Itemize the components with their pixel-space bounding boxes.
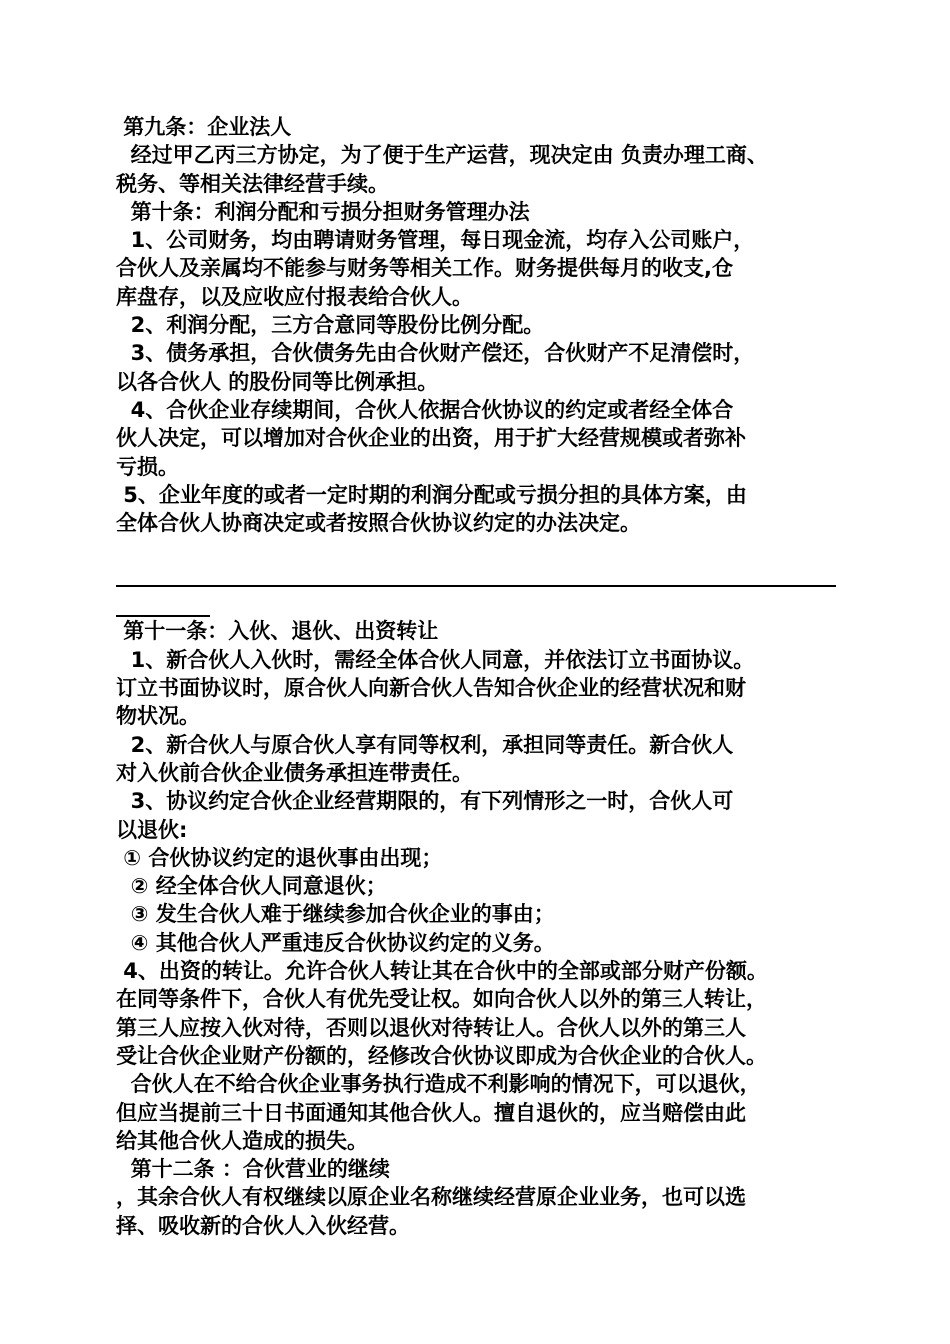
section12-line: 择、吸收新的合伙人入伙经营。 <box>116 1213 410 1238</box>
section12-line: ，其余合伙人有权继续以原企业名称继续经营原企业业务，也可以选 <box>116 1185 746 1210</box>
section9-line: 经过甲乙丙三方协定，为了便于生产运营，现决定由 负责办理工商、 <box>116 143 768 168</box>
section10-heading: 第十条：利润分配和亏损分担财务管理办法 <box>116 199 530 224</box>
section11-line: 3、协议约定合伙企业经营期限的，有下列情形之一时，合伙人可 <box>116 789 734 814</box>
section11-line: 在同等条件下，合伙人有优先受让权。如向合伙人以外的第三人转让， <box>116 987 767 1012</box>
section10-line: 全体合伙人协商决定或者按照合伙协议约定的办法决定。 <box>116 511 641 536</box>
section10-line: 4、合伙企业存续期间，合伙人依据合伙协议的约定或者经全体合 <box>116 397 734 422</box>
section11-line: 4、出资的转让。允许合伙人转让其在合伙中的全部或部分财产份额。 <box>116 959 768 984</box>
section11-line: 给其他合伙人造成的损失。 <box>116 1128 368 1153</box>
section10-line: 以各合伙人 的股份同等比例承担。 <box>116 369 439 394</box>
section11-list-item: ④ 其他合伙人严重违反合伙协议约定的义务。 <box>116 930 555 955</box>
section10-line: 5、企业年度的或者一定时期的利润分配或亏损分担的具体方案，由 <box>116 482 747 507</box>
section10-line: 2、利润分配，三方合意同等股份比例分配。 <box>116 313 545 338</box>
section11-line: 2、新合伙人与原合伙人享有同等权利，承担同等责任。新合伙人 <box>116 732 734 757</box>
section11-list-item: ③ 发生合伙人难于继续参加合伙企业的事由； <box>116 902 555 927</box>
horizontal-rule <box>116 585 836 587</box>
section10-line: 伙人决定，可以增加对合伙企业的出资，用于扩大经营规模或者弥补 <box>116 426 746 451</box>
section11-line: 1、新合伙人入伙时，需经全体合伙人同意，并依法订立书面协议。 <box>116 647 755 672</box>
section11-line: 合伙人在不给合伙企业事务执行造成不利影响的情况下，可以退伙， <box>116 1072 761 1097</box>
section10-line: 合伙人及亲属均不能参与财务等相关工作。财务提供每月的收支,仓 <box>116 256 733 281</box>
section11-line: 物状况。 <box>116 704 200 729</box>
section9-line: 税务、等相关法律经营手续。 <box>116 171 389 196</box>
section11-line: 但应当提前三十日书面通知其他合伙人。擅自退伙的，应当赔偿由此 <box>116 1100 746 1125</box>
section11-list-item: ② 经全体合伙人同意退伙； <box>116 874 387 899</box>
section11-heading: 第十一条：入伙、退伙、出资转让 <box>116 619 439 644</box>
section10-line: 库盘存，以及应收应付报表给合伙人。 <box>116 284 473 309</box>
section10-line: 3、债务承担，合伙债务先由合伙财产偿还，合伙财产不足清偿时， <box>116 341 755 366</box>
section11-line: 受让合伙企业财产份额的，经修改合伙协议即成为合伙企业的合伙人。 <box>116 1043 767 1068</box>
section11-line: 对入伙前合伙企业债务承担连带责任。 <box>116 760 473 785</box>
section11-line: 第三人应按入伙对待，否则以退伙对待转让人。合伙人以外的第三人 <box>116 1015 746 1040</box>
section11-list-item: ① 合伙协议约定的退伙事由出现； <box>116 845 443 870</box>
section11-line: 以退伙: <box>116 817 188 842</box>
section9-heading: 第九条：企业法人 <box>116 115 292 139</box>
section10-line: 1、公司财务，均由聘请财务管理，每日现金流，均存入公司账户， <box>116 228 755 253</box>
section12-heading: 第十二条 ：合伙营业的继续 <box>116 1157 390 1182</box>
section10-line: 亏损。 <box>116 454 179 479</box>
section11-line: 订立书面协议时，原合伙人向新合伙人告知合伙企业的经营状况和财 <box>116 676 746 701</box>
